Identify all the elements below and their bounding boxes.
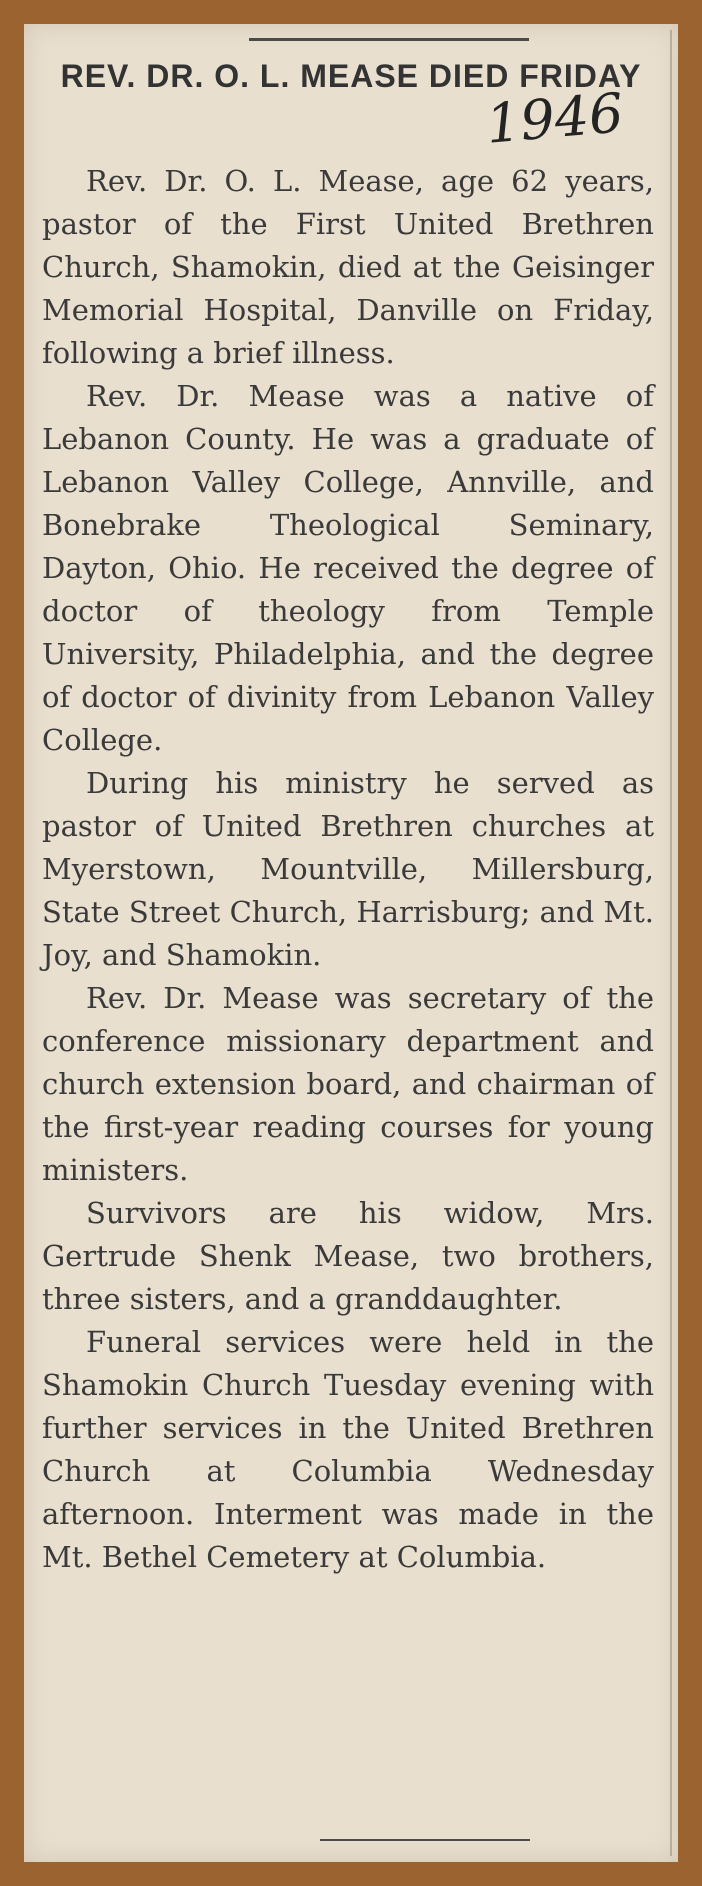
top-rule <box>249 38 529 41</box>
bottom-rule <box>320 1839 530 1841</box>
newspaper-clipping <box>24 24 678 1862</box>
paragraph-4: Rev. Dr. Mease was secretary of the conference missionary department and church extension board, and chairman of the first-year reading courses for young ministers. <box>42 981 654 1187</box>
paragraph-6: Funeral services were held in the Shamokin Church Tuesday evening with further services in the United Brethren Church at Columbia Wednesday afternoon. Interment was made in the Mt. Bethel Cemetery at Columbia. <box>42 1325 654 1574</box>
paragraph-5: Survivors are his widow, Mrs. Gertrude Shenk Mease, two brothers, three sisters, and a granddaughter. <box>42 1196 654 1316</box>
article-body <box>42 160 654 1579</box>
handwritten-year: 1946 <box>483 81 626 156</box>
paragraph-3: During his ministry he served as pastor of United Brethren churches at Myerstown, Mountville, Millersburg, State Street Church, Harrisburg; and Mt. Joy, and Shamokin. <box>42 766 654 972</box>
paragraph-2: Rev. Dr. Mease was a native of Lebanon County. He was a graduate of Lebanon Valley College, Annville, and Bonebrake Theological Seminary, Dayton, Ohio. He received the degree of doctor of theology from Temple University, Philadelphia, and the degree of doctor of divinity from Lebanon Valley College. <box>42 379 654 757</box>
headline: REV. DR. O. L. MEASE DIED FRIDAY <box>60 58 642 94</box>
paragraph-1: Rev. Dr. O. L. Mease, age 62 years, pastor of the First United Brethren Church, Shamokin, died at the Geisinger Memorial Hospital, Danville on Friday, following a brief illness. <box>42 164 654 370</box>
